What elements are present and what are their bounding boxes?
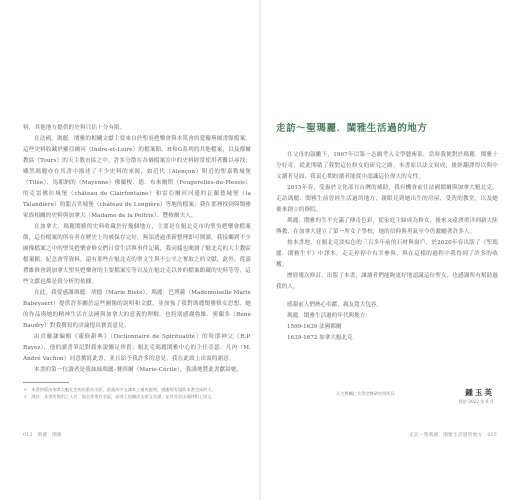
- signoff-line: 瑪麗．閨雅生活過的年代與地方：: [287, 313, 371, 319]
- paragraph: 2015年春，受惠於文化部在台灣的補助，我有機會前往法國都爾與加拿大魁北克，走訪瑪麗．閨雅生前曾經生活過的地方，親眼見到她出生的房屋、受洗的教堂，以及她後來創立的修院。: [276, 185, 498, 213]
- signoff-line: 感謝前人們熱心奉獻，親友寬大包容。: [287, 302, 383, 308]
- paragraph: 在父母的鼓勵下，1967年以第一志願考入文學藝術系，當時我便對於瑪麗．閨雅十分好奇，從此開啟了我對這位修女的研究之路。本書原以法文寫成，後經翻譯得以與中文讀者見面，我衷心期盼讀者能從中認識這位偉大的女性。: [276, 152, 498, 180]
- right-body-text: [276, 150, 498, 293]
- signoff-line: 1599-1639 法國都爾: [287, 324, 342, 330]
- left-folio: 012 瑪麗．閨雅: [23, 433, 63, 438]
- author-name: 鍾玉英: [465, 388, 494, 397]
- footnote: ＊ 本書初版由加拿大魁北克的出版社出版，此處為中文譯本之補充說明，感謝所有協助本書完成的人。: [23, 387, 216, 392]
- signoff-block: [276, 300, 498, 344]
- paragraph: 由貢羅謙編輯《靈修辭典》（Dictionnaire de Spiritualité）的哈耶神父（R.P. Rayez），他的讀書筆記對我來說彌足珍貴；魁北克瑪麗閨雅中心的主任亞瑟．凡內（M. André Vachon）同意撰寫此書，並且給予我許多的意見，我在此致上由衷的謝意。: [23, 334, 251, 362]
- right-folio: 走訪～聖瑪麗．閨雅生活過的地方 013: [409, 433, 497, 438]
- left-body-text: [23, 123, 251, 376]
- paragraph: 瑪麗．閨雅的生平充滿了傳奇色彩，從家庭主婦成為修女，後來又遠渡重洋到新大陸傳教，在加拿大建立了第一所女子學校，她的信仰與勇氣至今仍激勵著許多人。: [276, 218, 498, 235]
- footnote: ＊ 譯註：本書所使用之人名、地名等專有名詞，原則上依據法文原文音譯，並於首次出現時附上原文。: [23, 394, 216, 399]
- signoff-line: 1639-1672 加拿大魁北克: [287, 335, 353, 341]
- paragraph: 按本書地，在魁北克淡棕色的三百多年前的石材與窗戶，於2020年春出版了《聖瑪麗．閨雅生平》中譯本，走走停停中有幸參與，與在這樣的過程中我得到了許多的收穫。: [276, 240, 498, 268]
- author-date: 寫於 2022 年 6 月: [458, 399, 494, 404]
- paragraph: 在加拿大，瑪麗閨雅的史料收藏於好幾個地方，主要是在魁北克市的聖吳甦樂會檔案館，這份檔案的所有者在歷史上均被保存完好，無須透過重新整理即可閱讀，我接觸到不少圖像檔案之中的聖吳甦樂會修女們日常生活與事件記載，我同樣也閱讀了魁北克的大主教區檔案館、紀念會等資料，還有那些在魁北克的聖文生與不公平之奪取之的文獻，此外，從嘉禮維修會到加拿大聖吳甦樂會的主要檔案室等以及在魁北克以外的檔案館藏的史料等等，這些文獻也都是我分析的依據。: [23, 224, 251, 285]
- right-page: [260, 0, 520, 500]
- author-affiliation: 天主教輔仁大學宗教研究所所長: [336, 391, 395, 396]
- footnote-divider: [23, 382, 69, 383]
- closing-signature: [276, 390, 498, 414]
- paragraph: 在此，我要感謝瑪麗．胡德（Marie Rieté）、瑪麗．巴博薩（Mademoiselle Marie Babeyaert）提供許多關於這些圖像的說明和文獻，並加強了我對瑪麗閨雅修女思想、她的作品與她的精神生活在法國與加拿大的意義的理解。也特別感謝魯維．奧蘭多（René Baudry）對我撰寫的評論提出寶貴意見。: [23, 290, 251, 329]
- chapter-title: 走訪～聖瑪麗．閨雅生活過的地方: [276, 123, 428, 134]
- paragraph: 本書的第一位讀者是我妹妹瑪麗–賽西爾（Marie-Cécile），我謹地將此書獻給她。: [34, 367, 243, 373]
- footnotes: [23, 386, 251, 400]
- paragraph: 料，其他地方提供的史料只佔十分有限。: [23, 125, 126, 131]
- paragraph: 在法國，瑪麗．閨雅的相關文獻主要來自於聖吳甦樂會與本篤會的愛羅蕪圖書館檔案，這些史料收藏於羅亞爾河（Indre-et-Loire）的檔案館、H和G系列的其他檔案，以及都爾教區（Tours）的天主教市區之中，許多分散在各個檔案室中的史料經常使用者難以尋找；雖然瑪麗亦在其書中描述了不少史料的來源，如近代（Alençon）附近的聖嘉勒城堡（Tilée）、馬耶納的（Mayenne）佛蘭梭．德．布來爾斯（Fougerolles-du-Plessis）的克雷佛拉城堡（château de Clairfontaine）和雷亞爾河河邊的瓦蘭德城堡（la Talandière）的龍吉宮城堡（château de Longière）等地的檔案；我在那裡找到與閨雅家族相關的史料與加拿大（Madame de la Peltrie）、豐梭爾夫人。: [23, 136, 251, 219]
- paragraph: 歷經幾次修訂，出版了本書，讓讀者們能夠更好地認識這位聖女，也感謝所有幫助過我的人。: [276, 273, 498, 290]
